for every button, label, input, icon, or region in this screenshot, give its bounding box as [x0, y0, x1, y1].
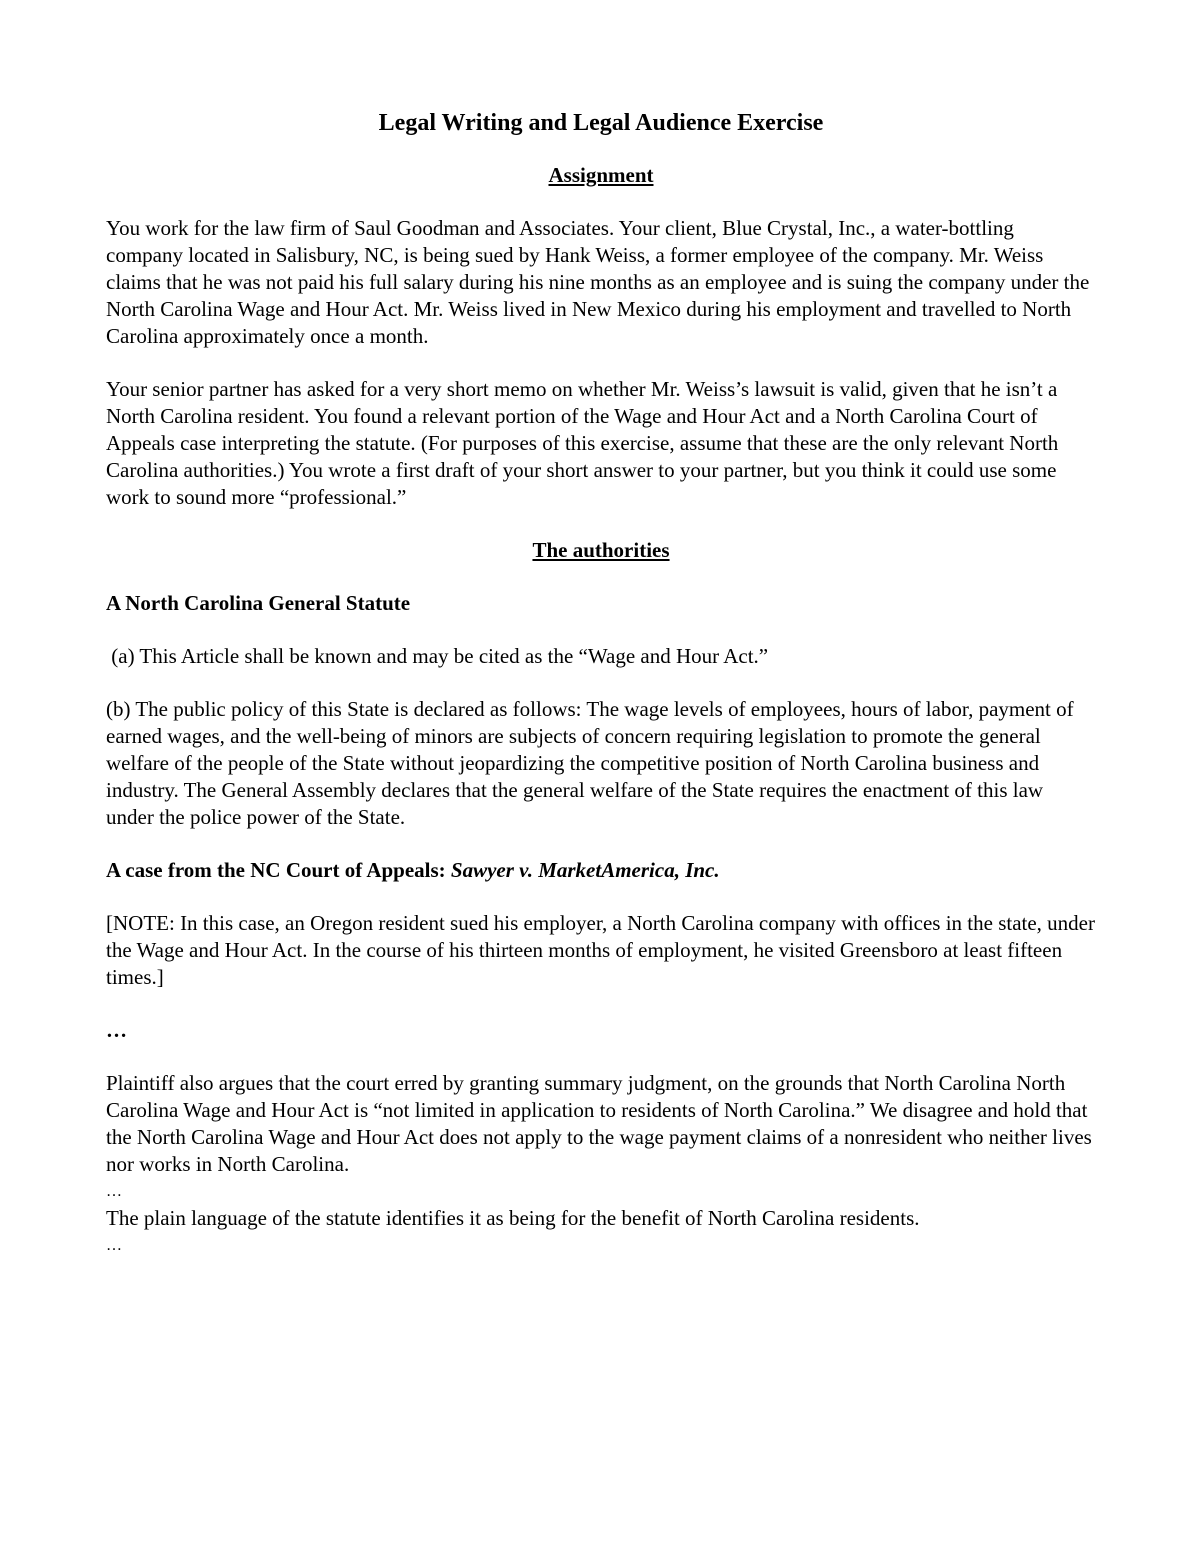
ellipsis-small-2: … [106, 1237, 122, 1254]
document-title: Legal Writing and Legal Audience Exercise [378, 110, 824, 136]
case-heading [106, 857, 1096, 884]
authorities-heading: The authorities [532, 538, 670, 562]
ellipsis-separator: … [106, 1018, 127, 1042]
case-heading-prefix: A case from the NC Court of Appeals: [106, 858, 451, 882]
document-body [106, 108, 1096, 1259]
statute-heading: A North Carolina General Statute [106, 591, 411, 615]
statute-subsection-a: (a) This Article shall be known and may be cited as the “Wage and Hour Act.” [106, 644, 769, 668]
assignment-paragraph-1: You work for the law firm of Saul Goodman and Associates. Your client, Blue Crystal, Inc., a water-bottling company located in Salisbury, NC, is being sued by Hank Weiss, a former employee of the company. Mr. Weiss claims that he was not paid his full salary during his nine months as an employee and is suing the company under the North Carolina Wage and Hour Act. Mr. Weiss lived in New Mexico during his employment and travelled to North Carolina approximately once a month. [106, 216, 1090, 348]
ellipsis-small-1: … [106, 1183, 122, 1200]
case-holding-paragraph: Plaintiff also argues that the court erred by granting summary judgment, on the grounds that North Carolina North Carolina Wage and Hour Act is “not limited in application to residents of North Carolina.” We disagree and hold that the North Carolina Wage and Hour Act does not apply to the wage payment claims of a nonresident who neither lives nor works in North Carolina. [106, 1071, 1092, 1176]
case-heading-name: Sawyer v. MarketAmerica, Inc. [450, 858, 720, 882]
assignment-heading: Assignment [548, 163, 654, 187]
statute-subsection-b: (b) The public policy of this State is declared as follows: The wage levels of employees, hours of labor, payment of earned wages, and the well-being of minors are subjects of concern requiring legislation to promote the general welfare of the people of the State without jeopardizing the competitive position of North Carolina business and industry. The General Assembly declares that the general welfare of the State requires the enactment of this law under the police power of the State. [106, 697, 1074, 829]
assignment-paragraph-2: Your senior partner has asked for a very short memo on whether Mr. Weiss’s lawsuit is valid, given that he isn’t a North Carolina resident. You found a relevant portion of the Wage and Hour Act and a North Carolina Court of Appeals case interpreting the statute. (For purposes of this exercise, assume that these are the only relevant North Carolina authorities.) You wrote a first draft of your short answer to your partner, but you think it could use some work to sound more “professional.” [106, 377, 1059, 509]
case-note: [NOTE: In this case, an Oregon resident sued his employer, a North Carolina company with offices in the state, under the Wage and Hour Act. In the course of his thirteen months of employment, he visited Greensboro at least fifteen times.] [106, 911, 1095, 989]
case-plain-language: The plain language of the statute identifies it as being for the benefit of North Carolina residents. [106, 1206, 920, 1230]
